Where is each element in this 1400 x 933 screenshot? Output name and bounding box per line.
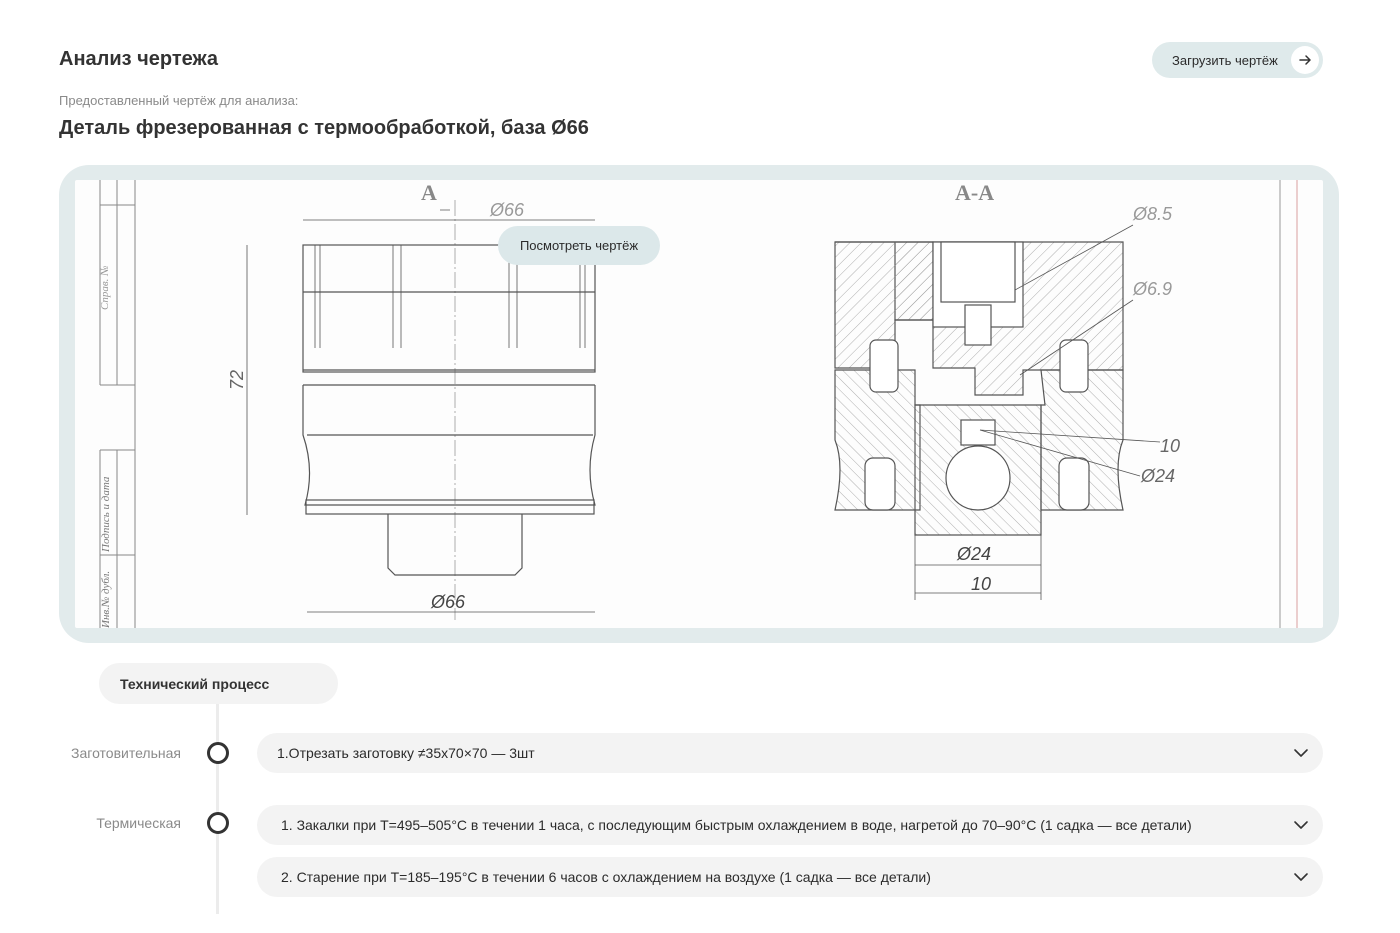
drawing-title: Деталь фрезерованная с термообработкой, база Ø66 [59,117,589,139]
dim-d85-label: Ø8.5 [1133,204,1173,224]
page-title: Анализ чертежа [59,48,219,70]
tab-technical-process[interactable]: Технический процесс [99,663,338,704]
section-view [835,225,1160,600]
chevron-down-icon [1293,817,1309,833]
stamp-text-1: Справ. № [99,265,111,310]
dim-d24-bottom-label: Ø24 [957,544,992,564]
title-block-left [100,180,135,628]
dim-d24-label: Ø24 [1141,466,1176,486]
drawing-viewer[interactable] [59,165,1339,643]
operation-text: 2. Старение при T=185–195°C в течении 6 часов с охлаждением на воздухе (1 садка — все детали) [281,869,931,885]
chevron-down-icon [1293,869,1309,885]
view-drawing-button[interactable]: Посмотреть чертёж [498,226,660,265]
dim-10-label: 10 [1160,436,1181,456]
dim-height-label: 72 [227,369,247,390]
dim-10-bottom-label: 10 [971,574,992,594]
view-a-label: A [421,180,437,205]
arrow-right-icon [1291,46,1319,74]
stage-label-blank: Заготовительная [71,745,181,761]
section-aa-label: A-A [955,180,995,205]
upload-drawing-label: Загрузить чертёж [1172,52,1278,68]
chevron-down-icon [1293,745,1309,761]
operation-row[interactable] [257,733,1323,773]
drawing-image [75,180,1323,628]
operation-text: 1. Закалки при T=495–505°C в течении 1 часа, с последующим быстрым охлаждением в воде, нагретой до 70–90°C (1 садка — все детали) [281,817,1192,833]
timeline-line [216,704,219,914]
stage-label-thermal: Термическая [96,815,181,831]
dim-top-label: Ø66 [490,200,525,220]
stamp-text-2: Подпись и дата [100,476,112,552]
dim-d69-label: Ø6.9 [1133,279,1173,299]
operation-row[interactable] [257,805,1323,845]
operation-row[interactable] [257,857,1323,897]
operation-text: 1.Отрезать заготовку ≠35х70×70 — 3шт [277,745,535,761]
upload-drawing-button[interactable] [1152,42,1323,78]
drawing-sheet [75,180,1323,628]
dim-bottom-label: Ø66 [431,592,466,612]
stamp-text-3: Инв.№ дубл. [100,570,112,628]
stage-dot-icon [207,812,229,834]
stage-dot-icon [207,742,229,764]
drawing-subtitle: Предоставленный чертёж для анализа: [59,93,299,108]
